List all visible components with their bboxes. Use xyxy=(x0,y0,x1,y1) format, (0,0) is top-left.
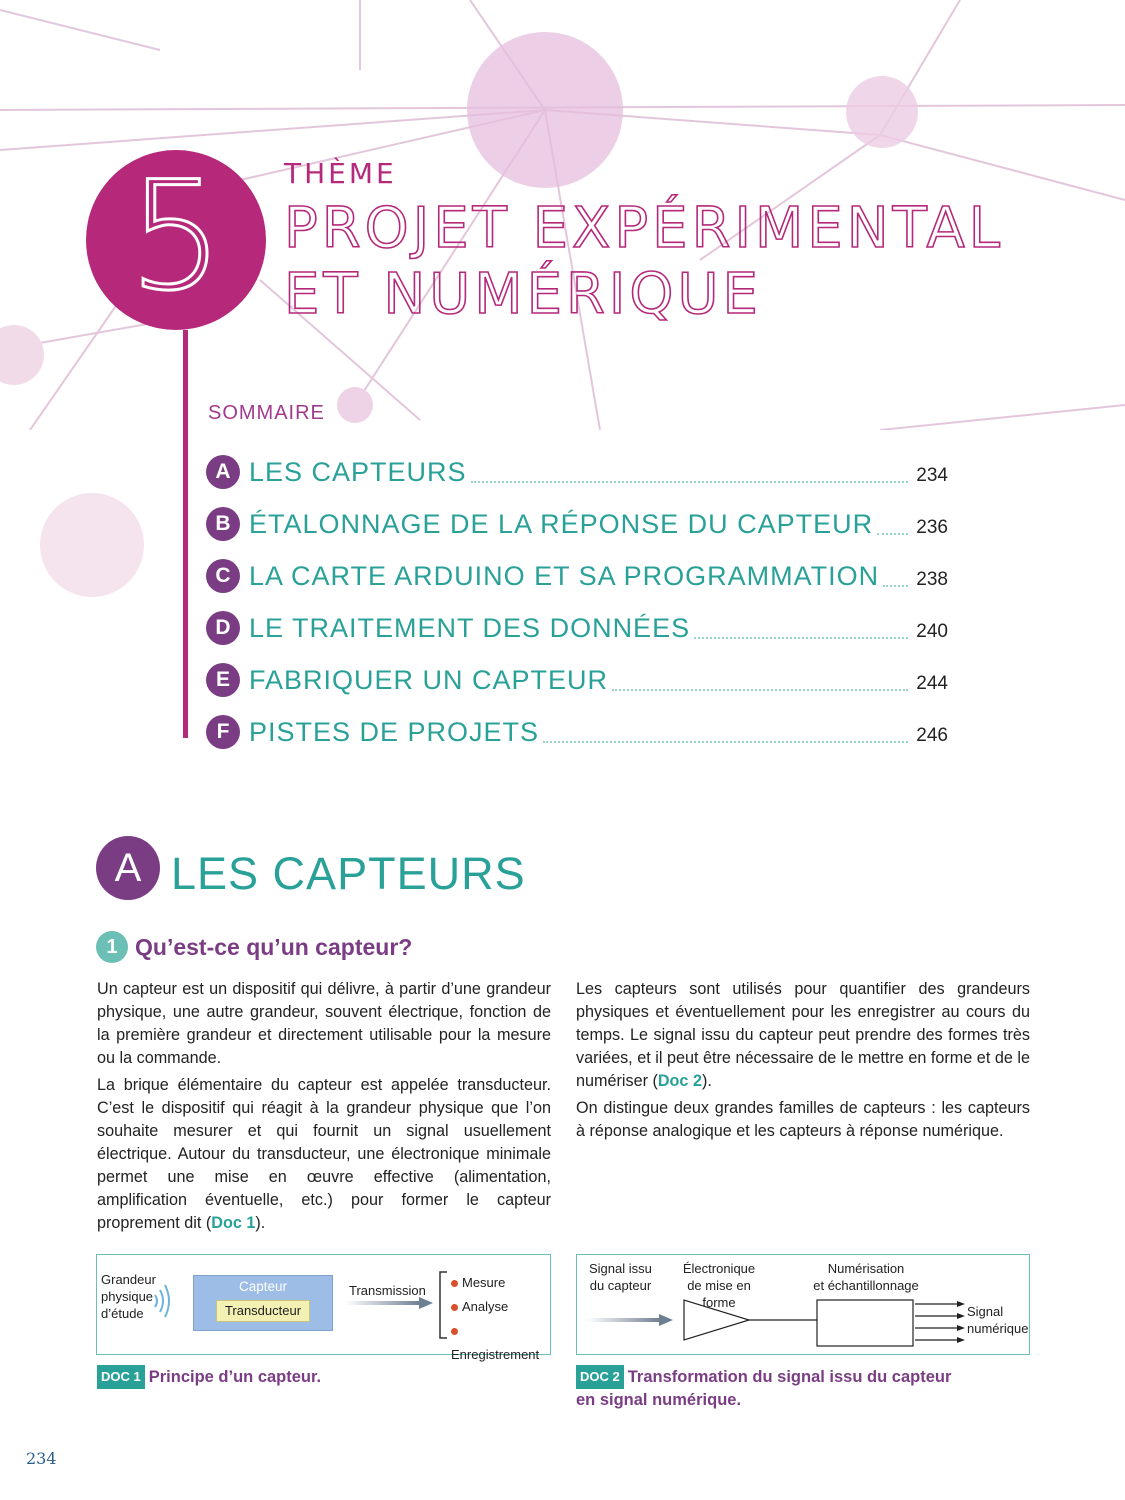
grandeur-line: d’étude xyxy=(101,1306,144,1321)
section-letter-badge: A xyxy=(96,836,160,900)
toc-leader xyxy=(883,565,908,587)
doc1-tag: DOC 1 xyxy=(97,1365,145,1389)
numerisation-label xyxy=(805,1260,927,1294)
doc1-caption-text: Principe d’un capteur. xyxy=(148,1368,322,1386)
text-column-right xyxy=(576,978,1030,1147)
signal-waves-icon xyxy=(149,1281,175,1321)
toc-leader xyxy=(543,721,908,743)
doc1-diagram xyxy=(96,1254,551,1362)
toc-page: 238 xyxy=(916,569,948,590)
capteur-box xyxy=(193,1275,333,1331)
signal-chain-diagram xyxy=(577,1295,1029,1353)
subsection-number-badge: 1 xyxy=(96,931,128,963)
toc-letter: F xyxy=(206,715,240,749)
sommaire-heading: SOMMAIRE xyxy=(208,402,325,424)
doc-reference-link[interactable]: Doc 2 xyxy=(657,1072,702,1090)
toc-page: 240 xyxy=(916,621,948,642)
toc-letter: D xyxy=(206,611,240,645)
toc-page: 234 xyxy=(916,465,948,486)
theme-title-line2: ET NUMÉRIQUE xyxy=(284,262,762,327)
toc-leader xyxy=(694,617,908,639)
toc-title: LA CARTE ARDUINO ET SA PROGRAMMATION xyxy=(249,560,880,591)
toc-letter: E xyxy=(206,663,240,697)
toc-letter: B xyxy=(206,507,240,541)
toc-title: LES CAPTEURS xyxy=(249,456,467,487)
doc1-caption xyxy=(97,1365,321,1389)
transmission-label: Transmission xyxy=(349,1283,426,1298)
theme-number: 5 xyxy=(128,150,224,324)
paragraph-text: Les capteurs sont utilisés pour quantifier des grandeurs physiques et éventuellement pour les enregistrer au cours du temps. Le signal issu du capteur peut prendre des formes très variées, et il peut être nécessaire de le mettre en forme et de le numériser ( xyxy=(576,980,1030,1090)
subsection-title: Qu’est-ce qu’un capteur? xyxy=(135,934,413,960)
doc2-caption-text-2: en signal numérique. xyxy=(576,1391,742,1409)
toc-leader xyxy=(877,513,908,535)
toc-title: FABRIQUER UN CAPTEUR xyxy=(249,664,609,695)
theme-number-badge xyxy=(86,150,266,330)
toc-item-a[interactable] xyxy=(206,446,948,498)
numerisation-line: Numérisation xyxy=(827,1261,905,1276)
background-bubble xyxy=(40,480,150,610)
table-of-contents xyxy=(206,446,948,758)
toc-item-c[interactable] xyxy=(206,550,948,602)
amplifier-triangle xyxy=(684,1300,749,1340)
output-line: numérique xyxy=(967,1321,1029,1336)
paragraph xyxy=(576,978,1030,1093)
doc2-caption xyxy=(576,1365,951,1411)
transducteur-box: Transducteur xyxy=(216,1300,310,1322)
toc-letter: C xyxy=(206,559,240,593)
doc2-tag: DOC 2 xyxy=(576,1365,624,1389)
theme-title xyxy=(284,196,1004,328)
numerisation-line: et échantillonnage xyxy=(813,1278,919,1293)
transmission-arrow-icon xyxy=(345,1297,435,1309)
adc-box xyxy=(817,1300,913,1346)
paragraph-text: La brique élémentaire du capteur est appelée transducteur. C’est le dispositif qui réagit à la grandeur physique que l’on souhaite mesurer et qui fournit un signal usuellement électrique. Autour du transducteur, une électronique minimale permet une mise en œuvre effective (alimentation, amplification éventuelle, etc.) pour former le capteur proprement dit ( xyxy=(97,1076,551,1232)
toc-leader xyxy=(471,461,908,483)
toc-page: 244 xyxy=(916,673,948,694)
text-column-left xyxy=(97,978,551,1239)
paragraph-end: ). xyxy=(701,1072,712,1090)
toc-page: 236 xyxy=(916,517,948,538)
digital-output-label xyxy=(967,1303,1028,1337)
theme-label: THÈME xyxy=(284,157,397,190)
doc2-caption-text: Transformation du signal issu du capteur xyxy=(627,1368,952,1386)
grandeur-line: Grandeur xyxy=(101,1272,156,1287)
theme-vertical-bar xyxy=(183,330,188,738)
grandeur-label xyxy=(101,1271,156,1322)
toc-title: ÉTALONNAGE DE LA RÉPONSE DU CAPTEUR xyxy=(249,508,874,539)
signal-source-label xyxy=(589,1260,652,1294)
toc-title: LE TRAITEMENT DES DONNÉES xyxy=(249,612,691,643)
paragraph: On distingue deux grandes familles de capteurs : les capteurs à réponse analogique et les capteurs à réponse numérique. xyxy=(576,1099,1030,1140)
electronique-line: de mise en forme xyxy=(687,1278,751,1310)
output-list xyxy=(451,1271,550,1367)
output-line: Signal xyxy=(967,1304,1004,1319)
theme-title-line1: PROJET EXPÉRIMENTAL xyxy=(284,196,1004,261)
capteur-label: Capteur xyxy=(238,1279,288,1294)
toc-item-f[interactable] xyxy=(206,706,948,758)
electronique-line: Électronique xyxy=(682,1261,756,1276)
toc-item-e[interactable] xyxy=(206,654,948,706)
output-item: Analyse xyxy=(451,1295,550,1319)
toc-title: PISTES DE PROJETS xyxy=(249,716,540,747)
paragraph-end: ). xyxy=(255,1214,266,1232)
output-item: Mesure xyxy=(451,1271,550,1295)
section-title: LES CAPTEURS xyxy=(171,848,526,899)
output-item: Enregistrement xyxy=(451,1319,550,1367)
signal-line: Signal issu xyxy=(589,1261,652,1276)
signal-line: du capteur xyxy=(589,1278,652,1293)
toc-page: 246 xyxy=(916,725,948,746)
paragraph xyxy=(97,1074,551,1235)
grandeur-line: physique xyxy=(101,1289,154,1304)
doc2-diagram xyxy=(576,1254,1030,1355)
paragraph: Un capteur est un dispositif qui délivre, à partir d’une grandeur physique, une autre grandeur, souvent électrique, fonction de la première grandeur et directement utilisable pour la mesure ou la commande. xyxy=(97,980,551,1067)
page-number: 234 xyxy=(26,1449,57,1468)
doc-reference-link[interactable]: Doc 1 xyxy=(211,1214,256,1232)
bracket-icon xyxy=(437,1271,449,1339)
toc-letter: A xyxy=(206,455,240,489)
toc-leader xyxy=(612,669,908,691)
toc-item-d[interactable] xyxy=(206,602,948,654)
toc-item-b[interactable] xyxy=(206,498,948,550)
